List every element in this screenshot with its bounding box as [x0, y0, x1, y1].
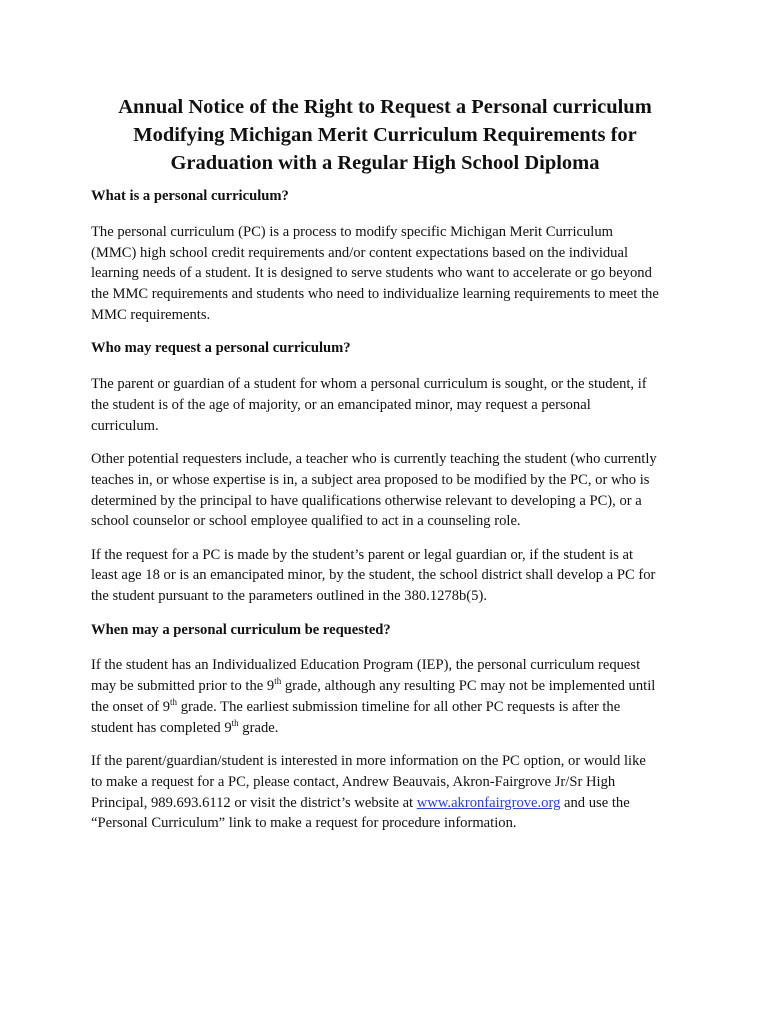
section-heading-when: When may a personal curriculum be requested?: [91, 621, 391, 638]
when-p2-line-3: [91, 793, 691, 814]
when-p2-line-1: If the parent/guardian/student is interested in more information on the PC option, or would like: [91, 753, 646, 770]
who-p3-line-3: the student pursuant to the parameters outlined in the 380.1278b(5).: [91, 588, 487, 605]
when-p1-line-3: [91, 697, 691, 718]
title-line-3: Graduation with a Regular High School Diploma: [170, 152, 600, 174]
who-paragraph-3: [91, 545, 691, 607]
what-p1-line-3: learning needs of a student. It is designed to serve students who want to accelerate or go beyond: [91, 265, 652, 282]
ordinal-superscript: th: [231, 717, 239, 728]
who-p1-line-2: the student is of the age of majority, or an emancipated minor, may request a personal: [91, 396, 591, 413]
when-p1-line-1: If the student has an Individualized Education Program (IEP), the personal curriculum request: [91, 657, 641, 674]
ordinal-superscript: th: [274, 676, 282, 687]
who-p3-line-1: If the request for a PC is made by the student’s parent or legal guardian or, if the student is at: [91, 546, 634, 563]
when-p2-line-3-text-a: Principal, 989.693.6112 or visit the district’s website at: [91, 794, 417, 811]
who-p2-line-1: Other potential requesters include, a teacher who is currently teaching the student (who currently: [91, 450, 657, 467]
when-p1-line-2: [91, 676, 691, 697]
who-paragraph-1: [91, 374, 691, 436]
title-line-1: Annual Notice of the Right to Request a Personal curriculum: [118, 96, 652, 118]
what-p1-line-2: (MMC) high school credit requirements and/or content expectations based on the individual: [91, 244, 628, 261]
when-p1-line-4-text-b: grade.: [238, 719, 279, 736]
when-p1-line-2-text-b: grade, although any resulting PC may not be implemented until: [281, 678, 656, 695]
ordinal-superscript: th: [170, 696, 178, 707]
who-p2-line-2: teaches in, or whose expertise is in, a subject area proposed to be modified by the PC, or who is: [91, 471, 650, 488]
district-website-link[interactable]: www.akronfairgrove.org: [416, 794, 561, 811]
who-p1-line-1: The parent or guardian of a student for whom a personal curriculum is sought, or the student, if: [91, 376, 647, 393]
when-p1-line-4-text-a: student has completed 9: [91, 719, 232, 736]
document-body: [91, 186, 691, 847]
when-paragraph-1: [91, 655, 691, 738]
when-p1-line-3-text-b: grade. The earliest submission timeline for all other PC requests is after the: [177, 698, 621, 715]
who-p2-line-3: determined by the principal to have qualifications otherwise relevant to developing a PC), or a: [91, 492, 642, 509]
what-p1-line-4: the MMC requirements and students who need to individualize learning requirements to meet the: [91, 286, 659, 303]
title-line-2: Modifying Michigan Merit Curriculum Requirements for: [133, 124, 637, 146]
who-paragraph-2: [91, 449, 691, 532]
section-heading-what: What is a personal curriculum?: [91, 188, 289, 204]
what-p1-line-1: The personal curriculum (PC) is a process to modify specific Michigan Merit Curriculum: [91, 223, 614, 240]
when-p1-line-2-text-a: may be submitted prior to the 9: [91, 678, 275, 695]
when-p2-line-4: “Personal Curriculum” link to make a request for procedure information.: [91, 815, 517, 832]
document-title: [60, 93, 710, 177]
when-p1-line-4: [91, 718, 691, 739]
who-p1-line-3: curriculum.: [91, 417, 159, 434]
who-p2-line-4: school counselor or school employee qualified to act in a counseling role.: [91, 513, 521, 530]
what-p1-line-5: MMC requirements.: [91, 306, 211, 323]
when-p1-line-3-text-a: the onset of 9: [91, 698, 171, 715]
what-paragraph: [91, 222, 691, 326]
when-paragraph-2: [91, 751, 691, 834]
when-p2-line-2: to make a request for a PC, please contact, Andrew Beauvais, Akron-Fairgrove Jr/Sr High: [91, 773, 616, 790]
section-heading-who: Who may request a personal curriculum?: [91, 340, 351, 357]
when-p2-line-3-text-b: and use the: [560, 794, 630, 811]
who-p3-line-2: least age 18 or is an emancipated minor, by the student, the school district shall develop a PC for: [91, 567, 656, 584]
